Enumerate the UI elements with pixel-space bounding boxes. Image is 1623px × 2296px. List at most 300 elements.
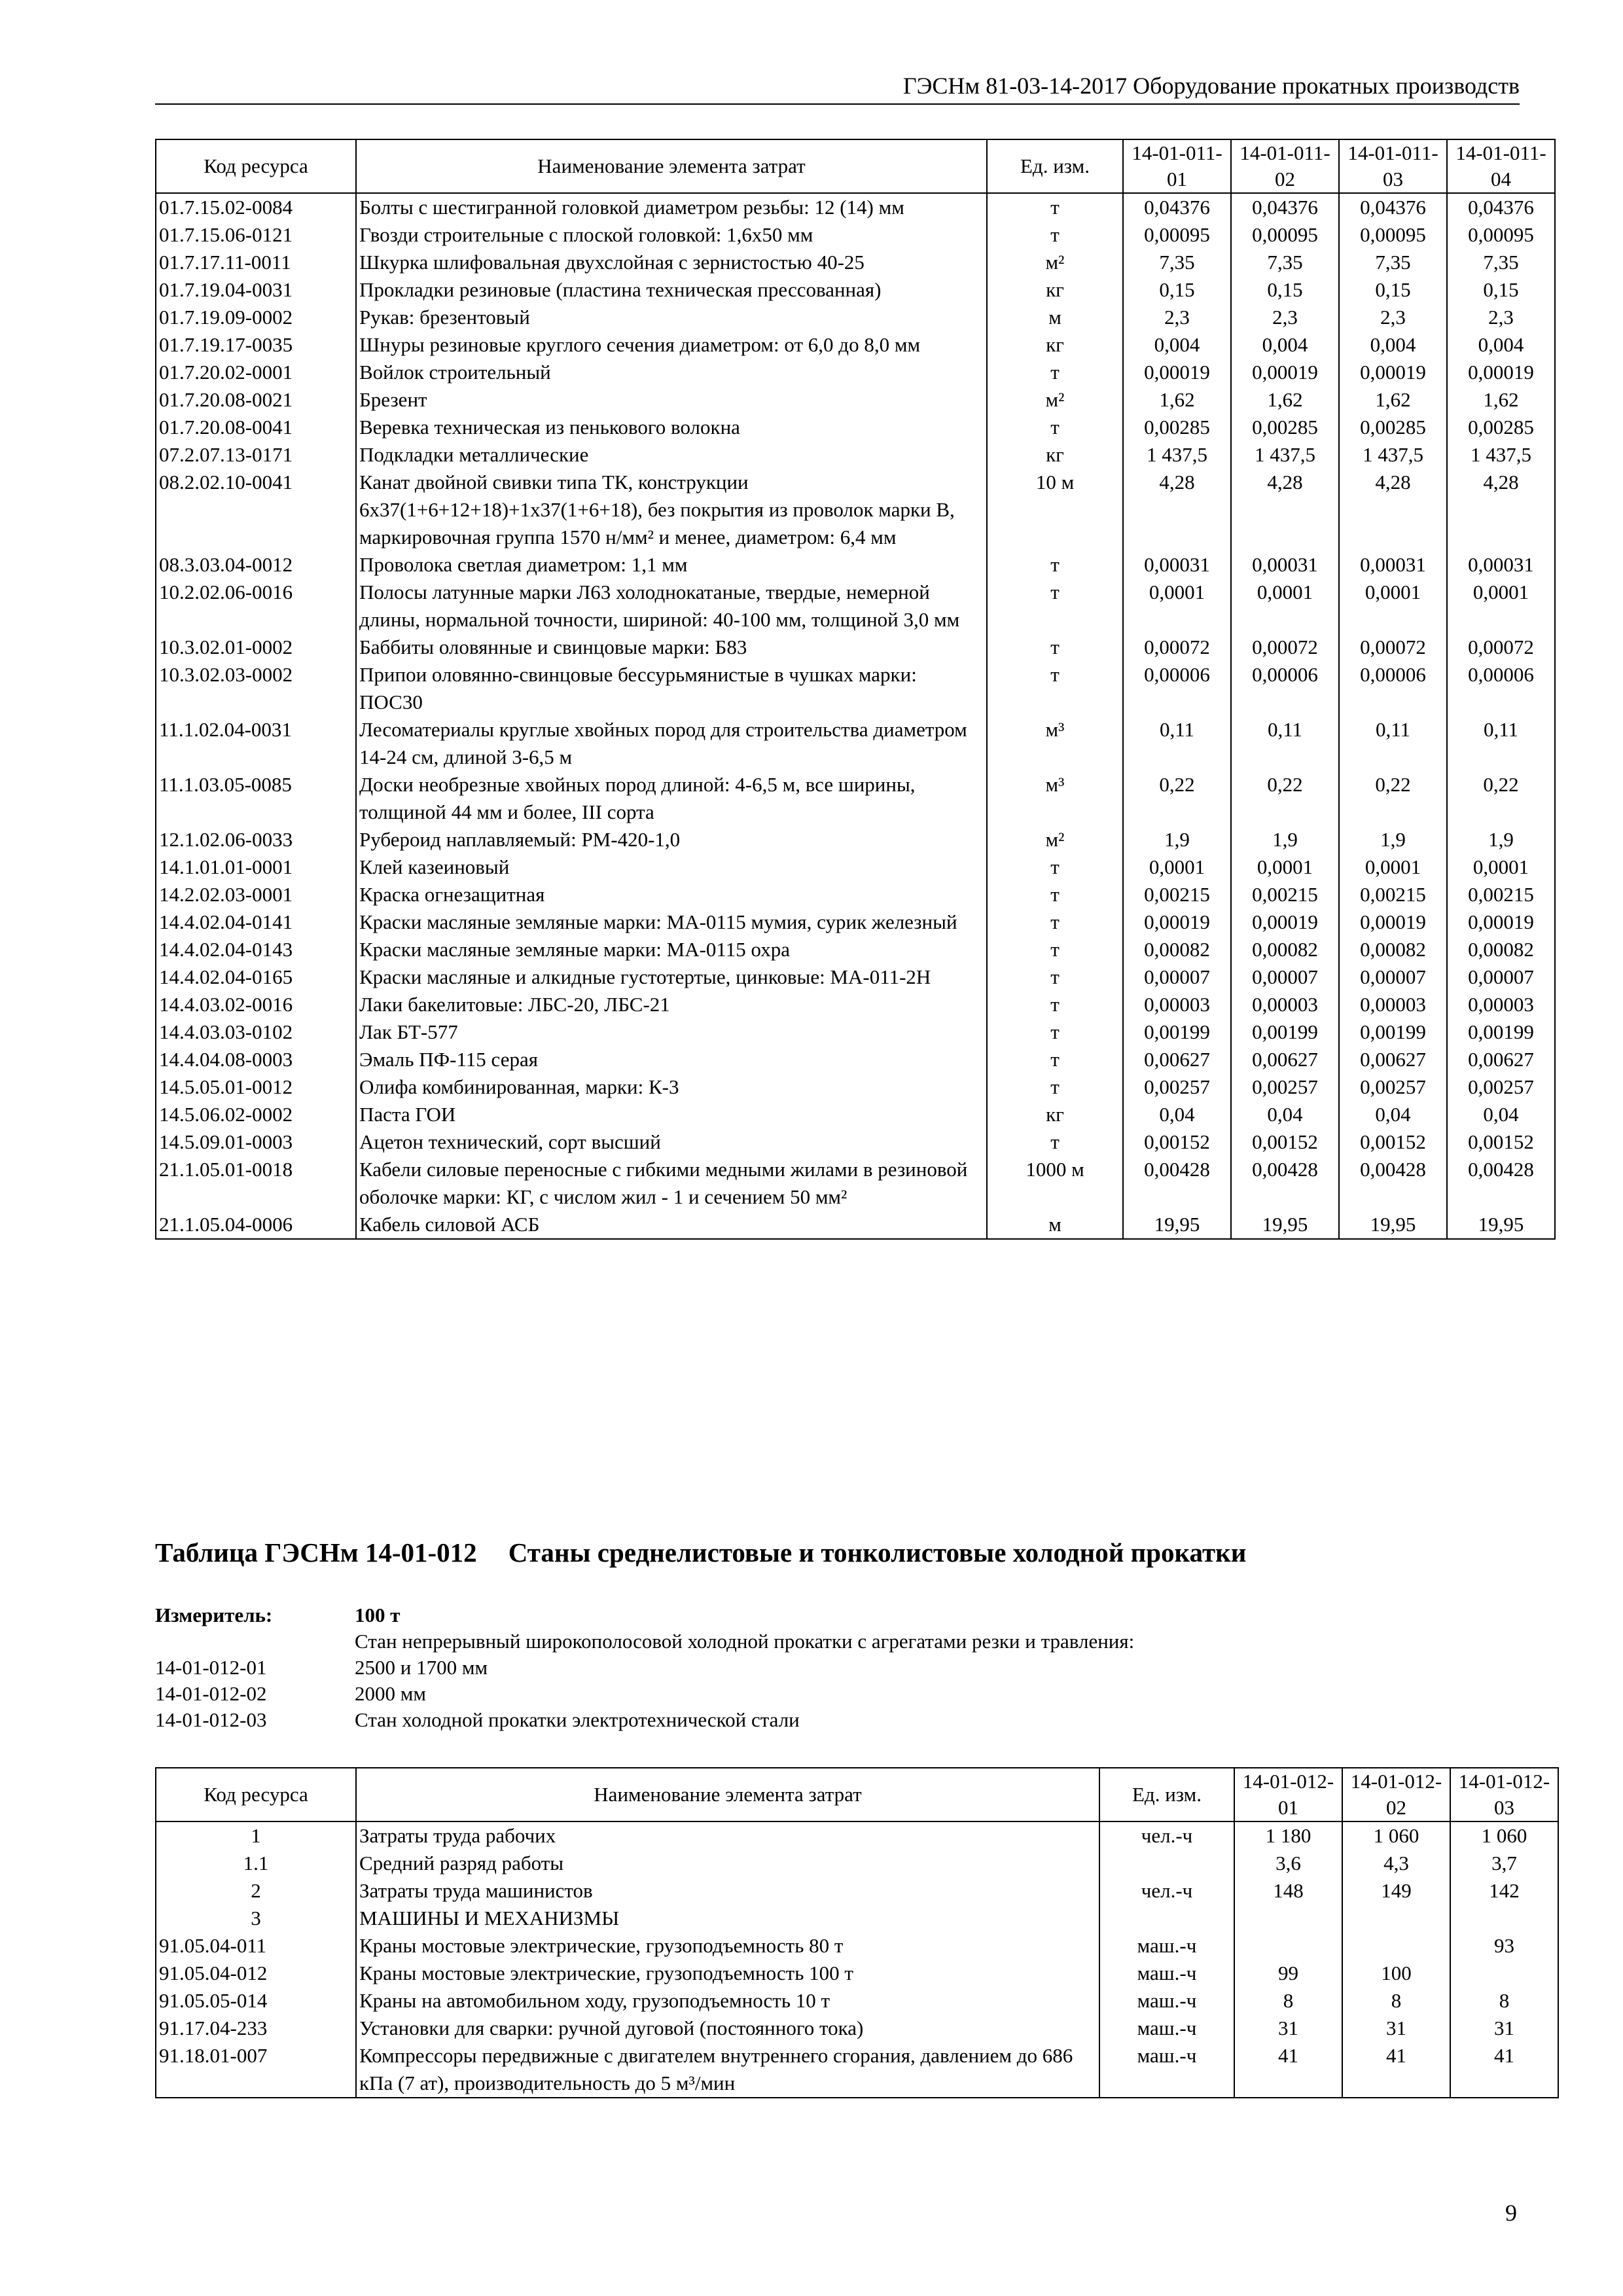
cell-code: 91.05.04-012	[156, 1960, 356, 1987]
cell-unit: т	[987, 551, 1123, 579]
cell-name: Кабель силовой АСБ	[356, 1211, 987, 1239]
cell-name: Кабели силовые переносные с гибкими медными жилами в резиновой оболочке марки: КГ, с числом жил - 1 и сечением 50 мм²	[356, 1156, 987, 1211]
cell-name: Краски масляные земляные марки: МА-0115 мумия, сурик железный	[356, 908, 987, 936]
meter-item	[155, 1707, 1520, 1733]
cell-value: 0,0001	[1447, 853, 1555, 881]
cell-value: 0,004	[1123, 331, 1231, 359]
cell-value: 0,00095	[1123, 221, 1231, 249]
cell-value: 0,00019	[1447, 908, 1555, 936]
cell-name: Баббиты оловянные и свинцовые марки: Б83	[356, 634, 987, 661]
cell-value: 0,00285	[1231, 414, 1339, 441]
cell-value: 0,00003	[1231, 991, 1339, 1018]
cell-value: 0,00257	[1447, 1073, 1555, 1101]
cell-value: 1,62	[1339, 386, 1447, 414]
table-row	[156, 1018, 1555, 1046]
cell-name: Доски необрезные хвойных пород длиной: 4-6,5 м, все ширины, толщиной 44 мм и более, III сорта	[356, 771, 987, 826]
cell-unit	[1099, 1850, 1234, 1877]
table-row	[156, 304, 1555, 331]
table-row	[156, 579, 1555, 634]
table-row	[156, 826, 1555, 853]
cell-unit: маш.-ч	[1099, 1987, 1234, 2015]
table-row	[156, 881, 1555, 908]
meter-item-code: 14-01-012-02	[155, 1682, 267, 1705]
cell-value: 1 437,5	[1447, 441, 1555, 469]
cell-value: 0,04376	[1123, 193, 1231, 221]
cell-value: 0,00215	[1447, 881, 1555, 908]
cell-value: 0,00019	[1339, 359, 1447, 386]
table-header-row	[156, 139, 1555, 193]
cell-name: Подкладки металлические	[356, 441, 987, 469]
cell-value: 41	[1450, 2042, 1558, 2098]
table-row	[156, 963, 1555, 991]
cell-value: 0,00627	[1123, 1046, 1231, 1073]
meter-description: Стан непрерывный широкополосовой холодной прокатки с агрегатами резки и травления:	[355, 1630, 1135, 1653]
cell-name: Средний разряд работы	[356, 1850, 1099, 1877]
cell-unit: т	[987, 1018, 1123, 1046]
cell-unit: кг	[987, 441, 1123, 469]
cell-unit: т	[987, 661, 1123, 716]
cell-name: Брезент	[356, 386, 987, 414]
table-row	[156, 414, 1555, 441]
cell-code: 91.05.05-014	[156, 1987, 356, 2015]
table-row	[156, 1850, 1558, 1877]
cell-unit: м³	[987, 771, 1123, 826]
cell-code: 01.7.19.17-0035	[156, 331, 356, 359]
cell-name: Войлок строительный	[356, 359, 987, 386]
cell-value: 4,28	[1123, 469, 1231, 551]
cell-value: 19,95	[1123, 1211, 1231, 1239]
table-row	[156, 276, 1555, 304]
cell-unit: м³	[987, 716, 1123, 771]
cell-value: 2,3	[1447, 304, 1555, 331]
cell-value: 19,95	[1339, 1211, 1447, 1239]
cell-unit: т	[987, 1128, 1123, 1156]
cell-name: Эмаль ПФ-115 серая	[356, 1046, 987, 1073]
cell-value: 0,00215	[1123, 881, 1231, 908]
cell-value: 4,3	[1342, 1850, 1450, 1877]
cell-value: 0,00082	[1123, 936, 1231, 963]
cell-name: Компрессоры передвижные с двигателем внутреннего сгорания, давлением до 686 кПа (7 ат), производительность до 5 м³/мин	[356, 2042, 1099, 2098]
cell-name: Рубероид наплавляемый: РМ-420-1,0	[356, 826, 987, 853]
cell-name: Затраты труда машинистов	[356, 1877, 1099, 1905]
table-row	[156, 2015, 1558, 2042]
cell-value: 1,62	[1231, 386, 1339, 414]
cell-value: 0,04	[1339, 1101, 1447, 1128]
cell-unit: 10 м	[987, 469, 1123, 551]
cell-name: Паста ГОИ	[356, 1101, 987, 1128]
table-label: Таблица ГЭСНм 14-01-012	[155, 1537, 477, 1568]
header-unit: Ед. изм.	[1099, 1768, 1234, 1821]
cell-value: 19,95	[1447, 1211, 1555, 1239]
cell-value: 0,00006	[1123, 661, 1231, 716]
cell-value: 0,0001	[1339, 853, 1447, 881]
meter-value: 100 т	[355, 1604, 401, 1626]
cell-name: Установки для сварки: ручной дуговой (постоянного тока)	[356, 2015, 1099, 2042]
cell-value: 0,04	[1447, 1101, 1555, 1128]
table-row	[156, 1987, 1558, 2015]
cell-unit: м²	[987, 826, 1123, 853]
cell-unit: т	[987, 963, 1123, 991]
cell-value	[1450, 1905, 1558, 1932]
header-col-1: 14-01-012-01	[1234, 1768, 1342, 1821]
cell-name: Затраты труда рабочих	[356, 1821, 1099, 1850]
cell-code: 14.5.05.01-0012	[156, 1073, 356, 1101]
cell-value: 3,6	[1234, 1850, 1342, 1877]
cell-code: 11.1.03.05-0085	[156, 771, 356, 826]
cell-unit: маш.-ч	[1099, 1960, 1234, 1987]
cell-code: 14.4.02.04-0165	[156, 963, 356, 991]
table-title: Станы среднелистовые и тонколистовые холодной прокатки	[508, 1537, 1247, 1568]
cell-value: 1 437,5	[1123, 441, 1231, 469]
cell-unit: 1000 м	[987, 1156, 1123, 1211]
cell-code: 01.7.19.09-0002	[156, 304, 356, 331]
cell-code: 91.17.04-233	[156, 2015, 356, 2042]
table-row	[156, 716, 1555, 771]
cell-code: 01.7.19.04-0031	[156, 276, 356, 304]
cell-value: 148	[1234, 1877, 1342, 1905]
cell-unit: т	[987, 634, 1123, 661]
cell-value: 0,00019	[1447, 359, 1555, 386]
cell-unit: т	[987, 881, 1123, 908]
table-row	[156, 1128, 1555, 1156]
table-row	[156, 441, 1555, 469]
cell-unit: м²	[987, 386, 1123, 414]
cell-code: 14.4.02.04-0141	[156, 908, 356, 936]
cell-value: 0,22	[1339, 771, 1447, 826]
header-unit: Ед. изм.	[987, 139, 1123, 193]
cell-value: 1,9	[1123, 826, 1231, 853]
cell-value: 0,04376	[1339, 193, 1447, 221]
cell-value: 8	[1450, 1987, 1558, 2015]
cell-code: 10.3.02.01-0002	[156, 634, 356, 661]
cell-value: 0,00257	[1231, 1073, 1339, 1101]
cell-value: 7,35	[1447, 249, 1555, 276]
cell-value: 0,00428	[1339, 1156, 1447, 1211]
cell-value: 93	[1450, 1932, 1558, 1960]
cell-unit: маш.-ч	[1099, 1932, 1234, 1960]
cell-value: 0,00095	[1447, 221, 1555, 249]
table-row	[156, 853, 1555, 881]
table-row	[156, 1960, 1558, 1987]
header-col-2: 14-01-012-02	[1342, 1768, 1450, 1821]
cell-value: 3,7	[1450, 1850, 1558, 1877]
cell-value: 31	[1234, 2015, 1342, 2042]
cell-name: Прокладки резиновые (пластина техническая прессованная)	[356, 276, 987, 304]
header-col-3: 14-01-012-03	[1450, 1768, 1558, 1821]
cell-value: 0,00199	[1123, 1018, 1231, 1046]
cell-value: 2,3	[1231, 304, 1339, 331]
cell-value: 0,00031	[1447, 551, 1555, 579]
cell-value: 0,00095	[1231, 221, 1339, 249]
cell-code: 2	[156, 1877, 356, 1905]
cell-name: Шкурка шлифовальная двухслойная с зернистостью 40-25	[356, 249, 987, 276]
cell-value: 8	[1234, 1987, 1342, 2015]
table-row	[156, 661, 1555, 716]
cell-value: 0,00019	[1339, 908, 1447, 936]
cell-value: 0,00215	[1231, 881, 1339, 908]
cell-code: 14.2.02.03-0001	[156, 881, 356, 908]
table-row	[156, 193, 1555, 221]
cell-unit: т	[987, 991, 1123, 1018]
table-row	[156, 1211, 1555, 1239]
cell-value: 0,11	[1339, 716, 1447, 771]
cell-name: Проволока светлая диаметром: 1,1 мм	[356, 551, 987, 579]
cell-code: 01.7.20.02-0001	[156, 359, 356, 386]
meter-item-text: 2000 мм	[355, 1682, 426, 1705]
cell-value: 0,00072	[1231, 634, 1339, 661]
cell-value: 0,04376	[1231, 193, 1339, 221]
cell-name: МАШИНЫ И МЕХАНИЗМЫ	[356, 1905, 1099, 1932]
cell-value: 1,9	[1339, 826, 1447, 853]
table-row	[156, 386, 1555, 414]
cell-value: 0,15	[1447, 276, 1555, 304]
cell-code: 14.4.02.04-0143	[156, 936, 356, 963]
cell-value: 1,62	[1447, 386, 1555, 414]
cell-unit: маш.-ч	[1099, 2042, 1234, 2098]
cell-value: 0,00007	[1123, 963, 1231, 991]
cell-code: 01.7.15.02-0084	[156, 193, 356, 221]
table-row	[156, 908, 1555, 936]
cell-code: 91.05.04-011	[156, 1932, 356, 1960]
cell-name: Лесоматериалы круглые хвойных пород для строительства диаметром 14-24 см, длиной 3-6,5 м	[356, 716, 987, 771]
table-row	[156, 221, 1555, 249]
cell-name: Краны мостовые электрические, грузоподъемность 100 т	[356, 1960, 1099, 1987]
table-row	[156, 331, 1555, 359]
cell-name: Рукав: брезентовый	[356, 304, 987, 331]
cell-unit: т	[987, 579, 1123, 634]
cell-value: 0,04	[1123, 1101, 1231, 1128]
cell-code: 21.1.05.01-0018	[156, 1156, 356, 1211]
meter-item-text: 2500 и 1700 мм	[355, 1656, 488, 1679]
cell-value: 4,28	[1339, 469, 1447, 551]
cell-name: Лаки бакелитовые: ЛБС-20, ЛБС-21	[356, 991, 987, 1018]
page-header	[155, 72, 1520, 105]
cell-value: 1 437,5	[1339, 441, 1447, 469]
table-row	[156, 936, 1555, 963]
cell-code: 07.2.07.13-0171	[156, 441, 356, 469]
cell-code: 01.7.20.08-0021	[156, 386, 356, 414]
cell-value: 0,00285	[1447, 414, 1555, 441]
table-row	[156, 249, 1555, 276]
meter-item	[155, 1655, 1520, 1681]
cell-value: 0,00072	[1123, 634, 1231, 661]
cell-unit	[1099, 1905, 1234, 1932]
cell-value: 0,00215	[1339, 881, 1447, 908]
cell-code: 01.7.17.11-0011	[156, 249, 356, 276]
cell-value: 4,28	[1447, 469, 1555, 551]
cell-name: Краны на автомобильном ходу, грузоподъемность 10 т	[356, 1987, 1099, 2015]
cell-value: 0,00095	[1339, 221, 1447, 249]
cell-value: 19,95	[1231, 1211, 1339, 1239]
cell-value: 0,11	[1447, 716, 1555, 771]
table-row	[156, 1877, 1558, 1905]
cell-name: Гвозди строительные с плоской головкой: 1,6х50 мм	[356, 221, 987, 249]
cell-code: 14.5.09.01-0003	[156, 1128, 356, 1156]
cell-value: 0,00007	[1447, 963, 1555, 991]
cell-value: 0,00019	[1231, 359, 1339, 386]
table-row	[156, 551, 1555, 579]
cell-unit: т	[987, 359, 1123, 386]
cell-unit: м	[987, 1211, 1123, 1239]
header-code: Код ресурса	[156, 1768, 356, 1821]
table-row	[156, 771, 1555, 826]
cell-code: 1	[156, 1821, 356, 1850]
meter-item	[155, 1681, 1520, 1707]
cell-unit: т	[987, 1046, 1123, 1073]
table-row	[156, 359, 1555, 386]
cell-code: 10.3.02.03-0002	[156, 661, 356, 716]
cell-name: Краска огнезащитная	[356, 881, 987, 908]
cell-name: Клей казеиновый	[356, 853, 987, 881]
cell-value: 0,22	[1231, 771, 1339, 826]
cell-value: 41	[1234, 2042, 1342, 2098]
cell-code: 10.2.02.06-0016	[156, 579, 356, 634]
table-row	[156, 1101, 1555, 1128]
cell-value: 0,00152	[1447, 1128, 1555, 1156]
cell-value: 142	[1450, 1877, 1558, 1905]
cell-name: Веревка техническая из пенькового волокна	[356, 414, 987, 441]
cell-value: 0,00082	[1447, 936, 1555, 963]
cell-unit: кг	[987, 331, 1123, 359]
cell-value: 0,11	[1123, 716, 1231, 771]
cell-value: 0,004	[1231, 331, 1339, 359]
cell-unit: кг	[987, 276, 1123, 304]
cell-value: 0,00019	[1123, 908, 1231, 936]
cell-value: 0,00152	[1339, 1128, 1447, 1156]
cell-value: 0,00006	[1447, 661, 1555, 716]
cell-value	[1234, 1905, 1342, 1932]
cell-value: 31	[1450, 2015, 1558, 2042]
cell-value: 1,62	[1123, 386, 1231, 414]
cell-value: 0,00199	[1447, 1018, 1555, 1046]
cell-name: Припои оловянно-свинцовые бессурьмянистые в чушках марки: ПОС30	[356, 661, 987, 716]
table-row	[156, 991, 1555, 1018]
cell-value: 0,15	[1123, 276, 1231, 304]
cell-value: 8	[1342, 1987, 1450, 2015]
cell-unit: маш.-ч	[1099, 2015, 1234, 2042]
cell-value: 1 437,5	[1231, 441, 1339, 469]
cell-value: 1,9	[1231, 826, 1339, 853]
meter-item-code: 14-01-012-01	[155, 1656, 267, 1679]
cell-value: 7,35	[1231, 249, 1339, 276]
cell-code: 14.4.03.03-0102	[156, 1018, 356, 1046]
cell-unit: чел.-ч	[1099, 1877, 1234, 1905]
header-col-3: 14-01-011-03	[1339, 139, 1447, 193]
cell-unit: т	[987, 193, 1123, 221]
cell-code: 21.1.05.04-0006	[156, 1211, 356, 1239]
cell-code: 91.18.01-007	[156, 2042, 356, 2098]
cell-value: 0,00082	[1231, 936, 1339, 963]
cell-code: 08.3.03.04-0012	[156, 551, 356, 579]
table-row	[156, 469, 1555, 551]
page-number: 9	[1505, 2200, 1517, 2226]
cell-value: 0,00627	[1339, 1046, 1447, 1073]
cell-name: Олифа комбинированная, марки: К-3	[356, 1073, 987, 1101]
table-row	[156, 1821, 1558, 1850]
cell-value: 0,11	[1231, 716, 1339, 771]
cell-unit: м	[987, 304, 1123, 331]
cell-value: 4,28	[1231, 469, 1339, 551]
cell-value: 100	[1342, 1960, 1450, 1987]
cell-value	[1342, 1905, 1450, 1932]
header-code: Код ресурса	[156, 139, 356, 193]
cell-value: 1,9	[1447, 826, 1555, 853]
cell-code: 3	[156, 1905, 356, 1932]
cell-value: 99	[1234, 1960, 1342, 1987]
header-name: Наименование элемента затрат	[356, 1768, 1099, 1821]
cell-value: 149	[1342, 1877, 1450, 1905]
cell-name: Ацетон технический, сорт высший	[356, 1128, 987, 1156]
cell-value: 0,00007	[1339, 963, 1447, 991]
cell-unit: т	[987, 853, 1123, 881]
cell-code: 1.1	[156, 1850, 356, 1877]
cell-value: 0,00031	[1231, 551, 1339, 579]
cell-value: 0,0001	[1447, 579, 1555, 634]
header-name: Наименование элемента затрат	[356, 139, 987, 193]
cell-value: 0,00257	[1123, 1073, 1231, 1101]
meter-item-code: 14-01-012-03	[155, 1708, 267, 1731]
table-row	[156, 634, 1555, 661]
cell-code: 14.5.06.02-0002	[156, 1101, 356, 1128]
cell-value: 0,00257	[1339, 1073, 1447, 1101]
cell-value: 0,00031	[1339, 551, 1447, 579]
cell-unit: т	[987, 908, 1123, 936]
cell-name: Канат двойной свивки типа ТК, конструкции 6х37(1+6+12+18)+1х37(1+6+18), без покрытия из проволок марки В, маркировочная группа 1570 н/мм² и менее, диаметром: 6,4 мм	[356, 469, 987, 551]
cell-value: 0,15	[1231, 276, 1339, 304]
cell-unit: кг	[987, 1101, 1123, 1128]
cell-value: 0,00006	[1231, 661, 1339, 716]
cell-unit: м²	[987, 249, 1123, 276]
cell-value: 0,00019	[1231, 908, 1339, 936]
cell-value: 0,00003	[1339, 991, 1447, 1018]
cell-value: 0,00285	[1339, 414, 1447, 441]
cell-name: Шнуры резиновые круглого сечения диаметром: от 6,0 до 8,0 мм	[356, 331, 987, 359]
cell-code: 08.2.02.10-0041	[156, 469, 356, 551]
cell-value: 0,00082	[1339, 936, 1447, 963]
cell-unit: т	[987, 1073, 1123, 1101]
cell-value: 41	[1342, 2042, 1450, 2098]
cell-value: 0,00199	[1231, 1018, 1339, 1046]
cell-value	[1342, 1932, 1450, 1960]
cell-name: Полосы латунные марки Л63 холоднокатаные, твердые, немерной длины, нормальной точности, шириной: 40-100 мм, толщиной 3,0 мм	[356, 579, 987, 634]
header-col-1: 14-01-011-01	[1123, 139, 1231, 193]
cell-value: 0,0001	[1339, 579, 1447, 634]
table-row	[156, 2042, 1558, 2098]
cell-value: 0,00072	[1447, 634, 1555, 661]
meter-block	[155, 1602, 1520, 1733]
cell-name: Болты с шестигранной головкой диаметром резьбы: 12 (14) мм	[356, 193, 987, 221]
cell-value: 7,35	[1123, 249, 1231, 276]
cell-unit: чел.-ч	[1099, 1821, 1234, 1850]
table-row	[156, 1046, 1555, 1073]
resource-table-14-01-011	[155, 139, 1556, 1240]
resource-table-14-01-012	[155, 1767, 1559, 2098]
cell-code: 01.7.20.08-0041	[156, 414, 356, 441]
table-row	[156, 1156, 1555, 1211]
cell-name: Краны мостовые электрические, грузоподъемность 80 т	[356, 1932, 1099, 1960]
meter-item-text: Стан холодной прокатки электротехнической стали	[355, 1708, 800, 1731]
cell-value: 0,15	[1339, 276, 1447, 304]
cell-value: 0,04	[1231, 1101, 1339, 1128]
cell-code: 12.1.02.06-0033	[156, 826, 356, 853]
table-header-row	[156, 1768, 1558, 1821]
cell-unit: т	[987, 414, 1123, 441]
table-row	[156, 1905, 1558, 1932]
cell-value: 0,00627	[1447, 1046, 1555, 1073]
cell-unit: т	[987, 936, 1123, 963]
cell-value: 0,04376	[1447, 193, 1555, 221]
header-col-4: 14-01-011-04	[1447, 139, 1555, 193]
